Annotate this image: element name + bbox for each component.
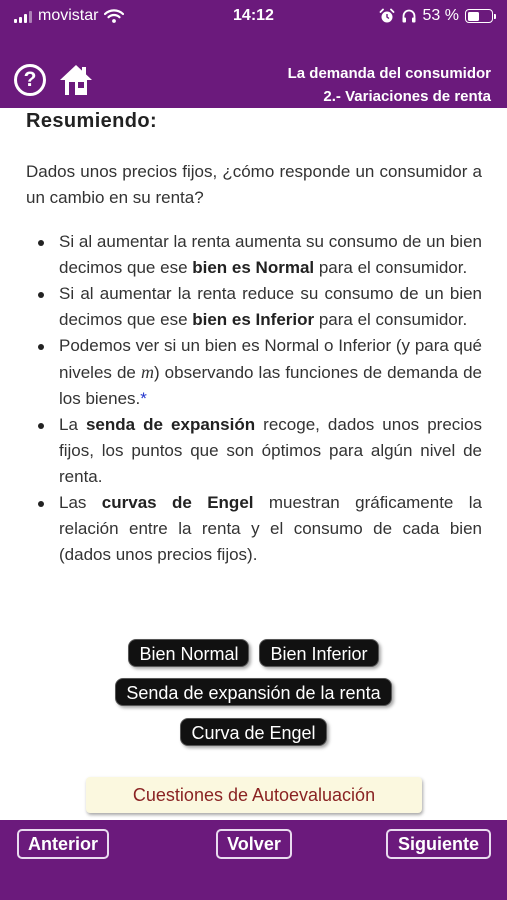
app-header xyxy=(0,34,507,108)
curva-engel-button[interactable]: Curva de Engel xyxy=(180,718,326,746)
asterisk-link[interactable]: * xyxy=(140,389,147,408)
bullet-senda: La senda de expansión recoge, dados unos precios fijos, los puntos que son óptimos para algún nivel de renta. xyxy=(26,412,482,490)
battery-percent: 53 % xyxy=(422,7,459,24)
bullet-engel: Las curvas de Engel muestran gráficamente la relación entre la renta y el consumo de cada bien (dados unos precios fijos). xyxy=(26,490,482,568)
variable-m: m xyxy=(140,362,154,382)
alarm-icon xyxy=(379,8,395,24)
button-row-3 xyxy=(0,718,507,746)
button-row-2 xyxy=(0,678,507,706)
home-icon[interactable] xyxy=(58,62,94,98)
battery-icon xyxy=(465,9,493,23)
section-heading: Resumiendo: xyxy=(26,110,158,132)
senda-expansion-button[interactable]: Senda de expansión de la renta xyxy=(115,678,391,706)
volver-button[interactable]: Volver xyxy=(216,829,292,859)
status-bar xyxy=(0,0,507,34)
title-line-2: 2.- Variaciones de renta xyxy=(323,88,491,105)
headphones-icon xyxy=(401,8,417,24)
footer-nav xyxy=(0,820,507,900)
button-row-1 xyxy=(0,639,507,667)
clock: 14:12 xyxy=(233,7,274,24)
bullet-demand: Podemos ver si un bien es Normal o Inferior (y para qué niveles de m) observando las funciones de demanda de los bienes.* xyxy=(26,333,482,412)
help-icon[interactable]: ? xyxy=(14,64,46,96)
bullet-inferior: Si al aumentar la renta reduce su consumo de un bien decimos que ese bien es Inferior para el consumidor. xyxy=(26,281,482,333)
siguiente-button[interactable]: Siguiente xyxy=(386,829,491,859)
header-title xyxy=(288,62,491,108)
summary-list xyxy=(26,229,482,568)
bullet-normal: Si al aumentar la renta aumenta su consumo de un bien decimos que ese bien es Normal para el consumidor. xyxy=(26,229,482,281)
intro-paragraph: Dados unos precios fijos, ¿cómo responde un consumidor a un cambio en su renta? xyxy=(26,162,482,207)
main-content xyxy=(26,110,482,568)
autoevaluacion-button[interactable]: Cuestiones de Autoevaluación xyxy=(86,777,422,813)
anterior-button[interactable]: Anterior xyxy=(17,829,109,859)
title-line-1: La demanda del consumidor xyxy=(287,65,491,82)
bien-normal-button[interactable]: Bien Normal xyxy=(128,639,249,667)
carrier-name: movistar xyxy=(38,7,99,24)
bien-inferior-button[interactable]: Bien Inferior xyxy=(259,639,378,667)
status-right xyxy=(379,7,493,25)
